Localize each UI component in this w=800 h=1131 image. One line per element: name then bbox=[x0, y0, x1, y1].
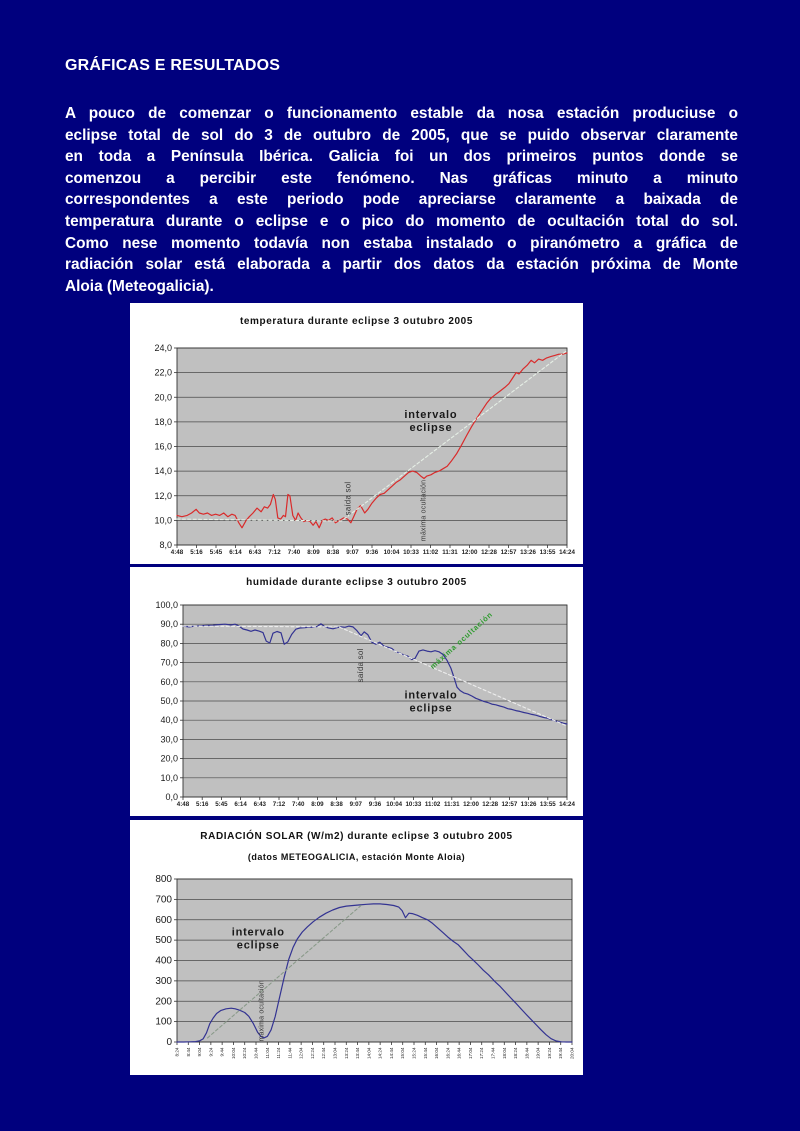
y-tick-label: 70,0 bbox=[160, 657, 178, 668]
annotation-eclipse: eclipse bbox=[409, 421, 453, 434]
x-tick-label: 9:36 bbox=[368, 801, 382, 808]
x-tick-label: 14:24 bbox=[559, 801, 575, 808]
annotation-intervalo: intervalo bbox=[231, 926, 285, 939]
x-tick-label: 20:04 bbox=[569, 1047, 575, 1059]
paragraph-line: eclipse total de sol do 3 de outubro de 2005, que se puido observar claramente bbox=[65, 126, 738, 144]
x-tick-label: 16:44 bbox=[456, 1047, 462, 1059]
x-tick-label: 13:26 bbox=[520, 549, 536, 556]
humidity-chart-title: humidade durante eclipse 3 outubro 2005 bbox=[246, 577, 467, 588]
annotation-máxima-ocultación: máxima ocultación bbox=[420, 479, 428, 542]
x-tick-label: 6:14 bbox=[229, 549, 242, 556]
x-tick-label: 10:24 bbox=[242, 1047, 248, 1059]
x-tick-label: 8:44 bbox=[185, 1047, 191, 1057]
y-tick-label: 22,0 bbox=[154, 367, 172, 378]
x-tick-label: 12:00 bbox=[463, 801, 479, 808]
x-tick-label: 5:45 bbox=[209, 549, 223, 556]
y-tick-label: 0,0 bbox=[165, 792, 178, 802]
annotation-eclipse: eclipse bbox=[409, 702, 453, 715]
y-tick-label: 16,0 bbox=[154, 441, 172, 452]
x-tick-label: 6:43 bbox=[253, 801, 266, 808]
x-tick-label: 8:38 bbox=[330, 801, 343, 808]
humidity-chart-panel bbox=[130, 567, 583, 816]
paragraph-line: en toda a Península Ibérica. Galicia foi un dos primeiros puntos donde se bbox=[65, 148, 738, 166]
x-tick-label: 8:38 bbox=[326, 549, 340, 556]
radiation-chart-panel bbox=[130, 820, 583, 1075]
x-tick-label: 12:44 bbox=[321, 1047, 327, 1059]
x-tick-label: 14:44 bbox=[388, 1047, 394, 1059]
x-tick-label: 18:44 bbox=[524, 1047, 530, 1059]
x-tick-label: 12:57 bbox=[501, 801, 518, 808]
page-title: GRÁFICAS E RESULTADOS bbox=[65, 57, 281, 74]
paragraph bbox=[65, 103, 738, 297]
paragraph-line: A pouco de comenzar o funcionamento estable da nosa estación produciuse o bbox=[65, 105, 738, 122]
x-tick-label: 11:44 bbox=[287, 1047, 293, 1059]
y-tick-label: 100 bbox=[155, 1016, 172, 1028]
y-tick-label: 24,0 bbox=[154, 343, 172, 353]
x-tick-label: 7:12 bbox=[268, 549, 281, 556]
x-tick-label: 12:00 bbox=[461, 549, 478, 556]
y-tick-label: 12,0 bbox=[154, 490, 172, 501]
x-tick-label: 10:33 bbox=[403, 549, 419, 556]
temperature-chart-panel bbox=[130, 303, 583, 564]
x-tick-label: 7:40 bbox=[287, 549, 301, 556]
y-tick-label: 500 bbox=[155, 935, 172, 947]
x-tick-label: 19:04 bbox=[535, 1047, 541, 1059]
y-tick-label: 400 bbox=[155, 955, 172, 967]
x-tick-label: 13:44 bbox=[355, 1047, 361, 1059]
x-tick-label: 6:43 bbox=[248, 549, 262, 556]
x-tick-label: 13:04 bbox=[332, 1047, 338, 1059]
x-tick-label: 11:02 bbox=[424, 801, 441, 808]
y-tick-label: 14,0 bbox=[154, 466, 172, 477]
paragraph-line: radiación solar está elaborada a partir dos datos da estación próxima de Monte bbox=[65, 256, 738, 274]
x-tick-label: 5:16 bbox=[190, 549, 203, 556]
humidity-chart bbox=[130, 567, 583, 816]
x-tick-label: 10:04 bbox=[386, 801, 403, 808]
x-tick-label: 12:28 bbox=[482, 801, 499, 808]
paragraph-line: comenzou a percibir este fenómeno. Nas gráficas minuto a minuto bbox=[65, 169, 738, 187]
x-tick-label: 19:44 bbox=[558, 1047, 564, 1059]
paragraph-line: Aloia (Meteogalicia). bbox=[65, 277, 214, 295]
x-tick-label: 12:04 bbox=[298, 1047, 304, 1059]
x-tick-label: 8:24 bbox=[174, 1047, 180, 1057]
y-tick-label: 50,0 bbox=[160, 696, 178, 706]
x-tick-label: 13:55 bbox=[539, 549, 556, 556]
x-tick-label: 9:36 bbox=[365, 549, 379, 556]
temperature-chart bbox=[130, 303, 583, 564]
x-tick-label: 14:24 bbox=[559, 549, 575, 556]
x-tick-label: 4:48 bbox=[170, 549, 184, 556]
x-tick-label: 9:07 bbox=[346, 549, 359, 556]
annotation-saída-sol: saída sol bbox=[356, 648, 365, 683]
x-tick-label: 11:04 bbox=[264, 1047, 270, 1059]
x-tick-label: 7:40 bbox=[292, 801, 305, 808]
x-tick-label: 12:28 bbox=[481, 549, 497, 556]
x-tick-label: 16:24 bbox=[445, 1047, 451, 1059]
x-tick-label: 11:31 bbox=[442, 549, 458, 556]
x-tick-label: 10:33 bbox=[405, 801, 422, 808]
y-tick-label: 10,0 bbox=[160, 772, 178, 783]
y-tick-label: 700 bbox=[155, 894, 172, 906]
x-tick-label: 10:44 bbox=[253, 1047, 259, 1059]
y-tick-label: 80,0 bbox=[160, 638, 178, 649]
x-tick-label: 7:12 bbox=[272, 801, 286, 808]
x-tick-label: 18:24 bbox=[513, 1047, 519, 1059]
y-tick-label: 800 bbox=[155, 874, 172, 885]
x-tick-label: 14:24 bbox=[377, 1047, 383, 1059]
x-tick-label: 13:24 bbox=[343, 1047, 349, 1059]
radiation-chart-title: RADIACIÓN SOLAR (W/m2) durante eclipse 3 outubro 2005 bbox=[200, 831, 513, 842]
x-tick-label: 11:31 bbox=[444, 801, 460, 808]
radiation-chart-subtitle: (datos METEOGALICIA, estación Monte Aloia) bbox=[247, 852, 466, 862]
annotation-máxima-ocultación: máxima ocultación bbox=[428, 609, 495, 671]
x-tick-label: 10:04 bbox=[230, 1047, 236, 1059]
paragraph-line: Como nese momento todavía non estaba instalado o piranómetro a gráfica de bbox=[65, 234, 738, 252]
annotation-intervalo: intervalo bbox=[404, 409, 458, 422]
x-tick-label: 11:24 bbox=[276, 1047, 282, 1059]
x-tick-label: 5:16 bbox=[196, 801, 209, 808]
x-tick-label: 16:04 bbox=[434, 1047, 440, 1059]
x-tick-label: 4:48 bbox=[176, 801, 190, 808]
y-tick-label: 300 bbox=[155, 975, 172, 987]
x-tick-label: 13:55 bbox=[539, 801, 556, 808]
y-tick-label: 90,0 bbox=[160, 619, 178, 630]
x-tick-label: 5:45 bbox=[215, 801, 228, 808]
paragraph-line: temperatura durante o eclipse e o pico do momento de ocultación total do sol. bbox=[65, 212, 738, 230]
y-tick-label: 10,0 bbox=[154, 515, 172, 526]
paragraph-line: correspondentes a este periodo pode apreciarse claramente a baixada de bbox=[65, 191, 738, 209]
y-tick-label: 200 bbox=[155, 996, 172, 1008]
x-tick-label: 14:04 bbox=[366, 1047, 372, 1059]
x-tick-label: 10:04 bbox=[383, 549, 400, 556]
y-tick-label: 20,0 bbox=[154, 392, 172, 403]
x-tick-label: 11:02 bbox=[422, 549, 439, 556]
annotation-intervalo: intervalo bbox=[404, 689, 458, 702]
x-tick-label: 12:57 bbox=[500, 549, 517, 556]
x-tick-label: 15:24 bbox=[411, 1047, 417, 1059]
temperature-chart-title: temperatura durante eclipse 3 outubro 2005 bbox=[239, 316, 474, 327]
x-tick-label: 15:04 bbox=[400, 1047, 406, 1059]
y-tick-label: 60,0 bbox=[160, 676, 178, 687]
x-tick-label: 8:09 bbox=[311, 801, 324, 808]
x-tick-label: 13:26 bbox=[520, 801, 537, 808]
x-tick-label: 9:24 bbox=[208, 1047, 214, 1057]
y-tick-label: 20,0 bbox=[160, 753, 178, 764]
x-tick-label: 9:44 bbox=[219, 1047, 225, 1057]
y-tick-label: 8,0 bbox=[159, 540, 172, 550]
x-tick-label: 6:14 bbox=[234, 801, 247, 808]
annotation-máxima-ocultación: máxima ocultación bbox=[258, 980, 266, 1042]
page-content bbox=[65, 57, 738, 297]
y-tick-label: 18,0 bbox=[154, 416, 172, 427]
x-tick-label: 17:44 bbox=[490, 1047, 496, 1059]
y-tick-label: 100,0 bbox=[155, 600, 178, 610]
x-tick-label: 8:09 bbox=[307, 549, 320, 556]
x-tick-label: 15:44 bbox=[422, 1047, 428, 1059]
annotation-eclipse: eclipse bbox=[236, 939, 280, 952]
x-tick-label: 18:04 bbox=[501, 1047, 507, 1059]
x-tick-label: 9:07 bbox=[349, 801, 362, 808]
y-tick-label: 0 bbox=[166, 1037, 172, 1048]
y-tick-label: 600 bbox=[155, 914, 172, 926]
y-tick-label: 30,0 bbox=[160, 734, 178, 745]
x-tick-label: 17:24 bbox=[479, 1047, 485, 1059]
x-tick-label: 19:24 bbox=[546, 1047, 552, 1059]
y-tick-label: 40,0 bbox=[160, 715, 178, 726]
x-tick-label: 9:04 bbox=[197, 1047, 203, 1057]
x-tick-label: 12:24 bbox=[309, 1047, 315, 1059]
radiation-chart bbox=[130, 820, 583, 1075]
annotation-saída-sol: saída sol bbox=[343, 481, 353, 516]
x-tick-label: 17:04 bbox=[467, 1047, 473, 1059]
